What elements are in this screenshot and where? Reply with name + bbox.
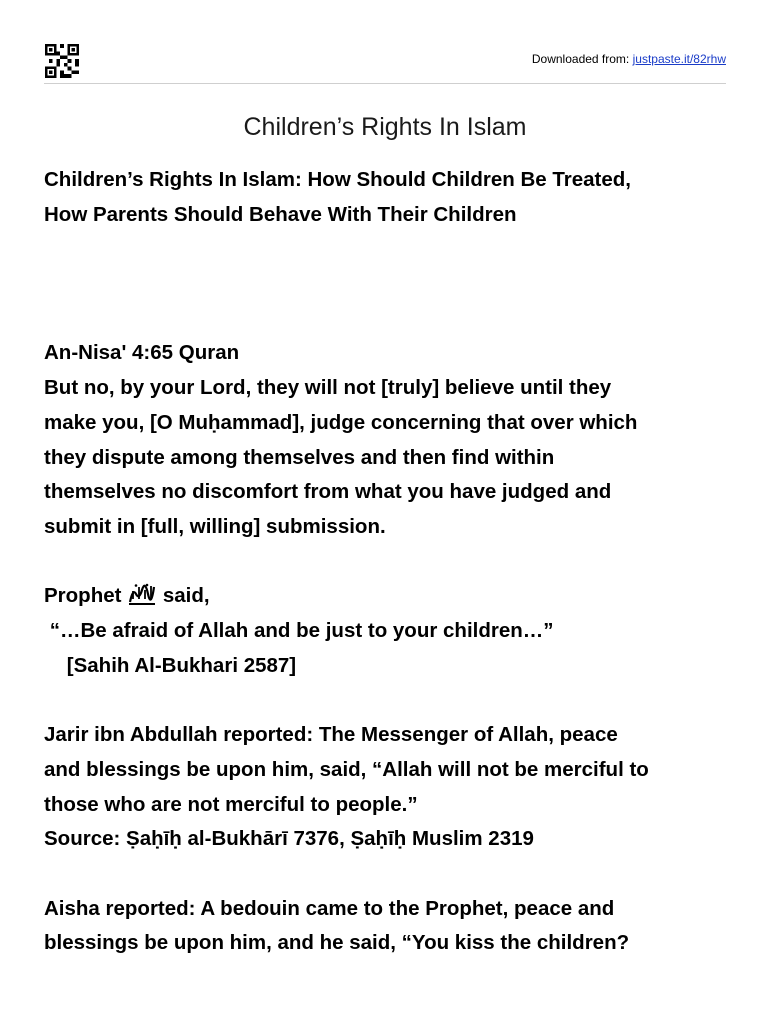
- spacer: [44, 857, 734, 892]
- quran-text-line: make you, [O Muḥammad], judge concerning that over which: [44, 410, 638, 434]
- quran-text-line: they dispute among themselves and then find within: [44, 445, 555, 469]
- quran-reference: An-Nisa' 4:65 Quran: [44, 341, 240, 365]
- spacer: [44, 232, 734, 336]
- subtitle-line: How Parents Should Behave With Their Children: [44, 202, 517, 226]
- download-header: [44, 44, 726, 84]
- jarir-text-line: Jarir ibn Abdullah reported: The Messenger of Allah, peace: [44, 723, 618, 747]
- subtitle-line: Children’s Rights In Islam: How Should Children Be Treated,: [44, 168, 631, 191]
- prophet-prefix: Prophet: [44, 584, 122, 608]
- aisha-text-line: blessings be upon him, and he said, “You kiss the children?: [44, 931, 630, 955]
- document-body: [44, 163, 734, 961]
- downloaded-label: Downloaded from:: [531, 52, 630, 66]
- spacer: [44, 545, 734, 580]
- jarir-text-line: and blessings be upon him, said, “Allah will not be merciful to: [44, 757, 649, 781]
- jarir-source: Source: Ṣaḥīḥ al-Bukhārī 7376, Ṣaḥīḥ Muslim 2319: [44, 827, 534, 851]
- header-divider: [44, 83, 726, 84]
- hadith-source: [Sahih Al-Bukhari 2587]: [44, 653, 297, 677]
- quran-text-line: themselves no discomfort from what you have judged and: [44, 480, 612, 504]
- source-link[interactable]: justpaste.it/82rhw: [632, 52, 726, 66]
- hadith-quote: “…Be afraid of Allah and be just to your children…”: [44, 619, 554, 643]
- jarir-text-line: those who are not merciful to people.”: [44, 792, 418, 816]
- quran-text-line: But no, by your Lord, they will not [truly] believe until they: [44, 376, 612, 400]
- salawat-calligraphy-icon: [127, 582, 157, 606]
- prophet-said-line: [44, 579, 734, 614]
- spacer: [44, 683, 734, 718]
- qr-code-icon: [44, 44, 80, 78]
- aisha-text-line: Aisha reported: A bedouin came to the Prophet, peace and: [44, 896, 615, 920]
- page-title: Children’s Rights In Islam: [243, 113, 527, 141]
- prophet-suffix: said,: [162, 584, 210, 608]
- download-source: [532, 52, 726, 66]
- quran-text-line: submit in [full, willing] submission.: [44, 514, 386, 538]
